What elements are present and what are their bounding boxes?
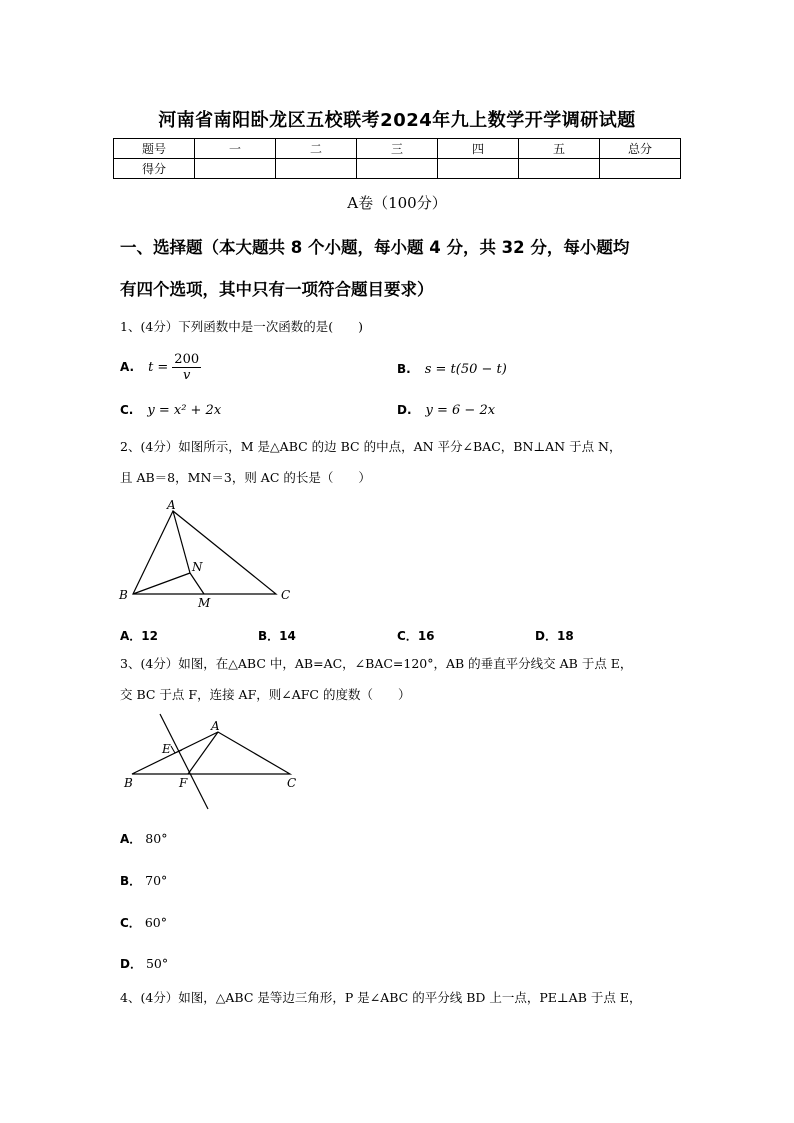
q3-segment-af bbox=[188, 732, 218, 774]
score-header-cell: 一 bbox=[195, 139, 276, 159]
score-header-cell: 四 bbox=[438, 139, 519, 159]
volume-heading: A卷（100分） bbox=[347, 194, 447, 212]
score-cell[interactable] bbox=[600, 159, 681, 179]
q2-option-a[interactable] bbox=[120, 627, 158, 644]
q2-option-c[interactable] bbox=[397, 627, 435, 644]
q2-label-n: N bbox=[192, 560, 203, 574]
score-header-cell: 三 bbox=[357, 139, 438, 159]
q2-option-b-label: B． bbox=[258, 629, 280, 643]
score-table-header-row bbox=[114, 139, 681, 159]
q3-option-b-label: B． bbox=[120, 874, 142, 888]
q1-option-d[interactable] bbox=[397, 402, 495, 418]
q3-label-e: E bbox=[162, 742, 171, 756]
score-table bbox=[113, 138, 681, 179]
q3-option-a-value: 80° bbox=[145, 831, 168, 846]
q2-label-c: C bbox=[281, 588, 291, 602]
q1-option-a[interactable] bbox=[120, 352, 201, 383]
score-header-cell: 二 bbox=[276, 139, 357, 159]
q2-option-d[interactable] bbox=[535, 627, 574, 644]
q2-option-b-value: 14 bbox=[279, 629, 296, 643]
q2-label-b: B bbox=[119, 588, 128, 602]
score-cell[interactable] bbox=[519, 159, 600, 179]
q2-option-a-value: 12 bbox=[141, 629, 158, 643]
q2-label-a: A bbox=[167, 498, 176, 512]
score-header-cell: 总分 bbox=[600, 139, 681, 159]
q2-option-d-label: D． bbox=[535, 629, 557, 643]
q2-option-b[interactable] bbox=[258, 627, 296, 644]
q1-option-c[interactable] bbox=[120, 402, 221, 418]
q2-segment-nm bbox=[190, 573, 204, 594]
q3-option-c[interactable] bbox=[120, 914, 167, 931]
score-header-cell: 五 bbox=[519, 139, 600, 159]
q1-option-d-label: D. bbox=[397, 403, 412, 417]
q2-stem-line2: 且 AB＝8，MN＝3，则 AC 的长是（ ） bbox=[120, 470, 371, 485]
q2-option-c-value: 16 bbox=[417, 629, 435, 643]
q3-stem-line1: 3、(4分）如图，在△ABC 中，AB=AC，∠BAC=120°，AB 的垂直平分线交 AB 于点 E， bbox=[120, 656, 633, 671]
q4-stem-line1: 4、(4分）如图，△ABC 是等边三角形，P 是∠ABC 的平分线 BD 上一点，PE⊥AB 于点 E， bbox=[120, 990, 642, 1005]
q1-option-d-expr: y = 6 − 2x bbox=[425, 403, 496, 418]
q1-option-a-fraction bbox=[172, 352, 201, 383]
q2-triangle-figure bbox=[112, 498, 312, 613]
q1-option-c-label: C. bbox=[120, 403, 134, 417]
score-cell[interactable] bbox=[438, 159, 519, 179]
q3-label-a: A bbox=[211, 719, 220, 733]
q3-label-b: B bbox=[124, 776, 133, 790]
q3-triangle-abc bbox=[132, 732, 290, 774]
q1-option-a-numerator: 200 bbox=[174, 352, 200, 367]
q1-option-a-lhs: t = bbox=[148, 360, 169, 375]
q2-option-d-value: 18 bbox=[556, 629, 574, 643]
q1-option-a-denominator: v bbox=[183, 368, 191, 383]
q2-option-c-label: C． bbox=[397, 629, 418, 643]
q1-option-a-label: A. bbox=[120, 360, 135, 374]
q2-option-a-label: A． bbox=[120, 629, 142, 643]
q1-option-b-label: B. bbox=[397, 362, 411, 376]
q2-stem-line1: 2、(4分）如图所示，M 是△ABC 的边 BC 的中点，AN 平分∠BAC，BN⊥AN 于点 N， bbox=[120, 439, 622, 454]
q3-perpendicular-bisector bbox=[160, 714, 208, 809]
q1-stem: 1、(4分）下列函数中是一次函数的是( ) bbox=[120, 319, 364, 334]
q3-option-b-value: 70° bbox=[145, 873, 168, 888]
q3-option-b[interactable] bbox=[120, 872, 167, 889]
exam-title: 河南省南阳卧龙区五校联考2024年九上数学开学调研试题 bbox=[158, 110, 636, 131]
score-cell[interactable] bbox=[195, 159, 276, 179]
q1-option-b[interactable] bbox=[397, 361, 507, 377]
q3-option-d[interactable] bbox=[120, 955, 168, 972]
q3-option-a-label: A． bbox=[120, 832, 142, 846]
q2-segment-an bbox=[173, 511, 190, 573]
score-cell[interactable] bbox=[357, 159, 438, 179]
score-header-cell: 题号 bbox=[114, 139, 195, 159]
q3-label-c: C bbox=[287, 776, 297, 790]
q2-triangle-abc bbox=[133, 511, 276, 594]
q3-option-c-value: 60° bbox=[144, 915, 167, 930]
q3-option-c-label: C． bbox=[120, 916, 141, 930]
section-heading-line1: 一、选择题（本大题共 8 个小题，每小题 4 分，共 32 分，每小题均 bbox=[120, 238, 630, 257]
score-cell[interactable] bbox=[276, 159, 357, 179]
score-table-score-row bbox=[114, 159, 681, 179]
q3-triangle-figure bbox=[115, 708, 310, 813]
q3-label-f: F bbox=[179, 776, 188, 790]
q3-option-a[interactable] bbox=[120, 830, 167, 847]
q1-option-b-expr: s = t(50 − t) bbox=[424, 362, 507, 377]
score-row-label: 得分 bbox=[114, 159, 195, 179]
q3-stem-line2: 交 BC 于点 F，连接 AF，则∠AFC 的度数（ ） bbox=[120, 687, 411, 702]
section-heading-line2: 有四个选项，其中只有一项符合题目要求） bbox=[120, 280, 434, 299]
q2-label-m: M bbox=[198, 596, 211, 610]
q3-option-d-label: D． bbox=[120, 957, 142, 971]
q3-option-d-value: 50° bbox=[145, 956, 169, 971]
q1-option-c-expr: y = x² + 2x bbox=[147, 403, 222, 418]
